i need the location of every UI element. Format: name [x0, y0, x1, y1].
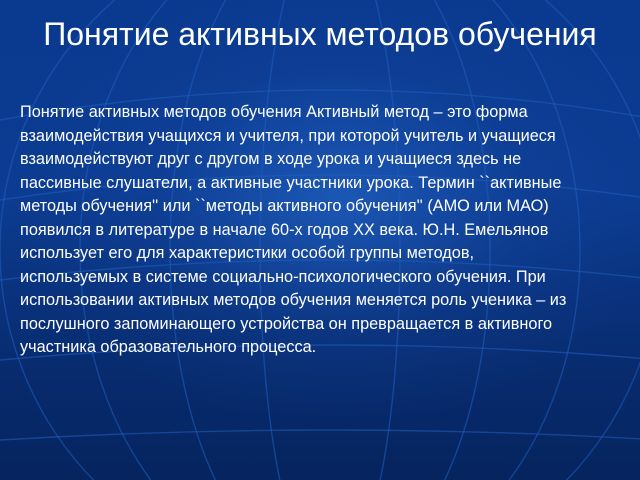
slide-title: Понятие активных методов обучения [43, 16, 597, 52]
slide-body-text: Понятие активных методов обучения Активный метод – это форма взаимодействия учащихся и учителя, при которой учитель и учащиеся взаимодействуют друг с другом в ходе урока и учащиеся здесь не пассивные слушатели, а активные участники урока. Термин ``активные методы обучения'' или ``методы активного обучения'' (АМО или МАО) появился в литературе в начале 60-х годов XX века. Ю.Н. Емельянов использует его для характеристики особой группы методов, используемых в системе социально-психологического обучения. При использовании активных методов обучения меняется роль ученика – из послушного запоминающего устройства он превращается в активного участника образовательного процесса. [20, 103, 567, 356]
